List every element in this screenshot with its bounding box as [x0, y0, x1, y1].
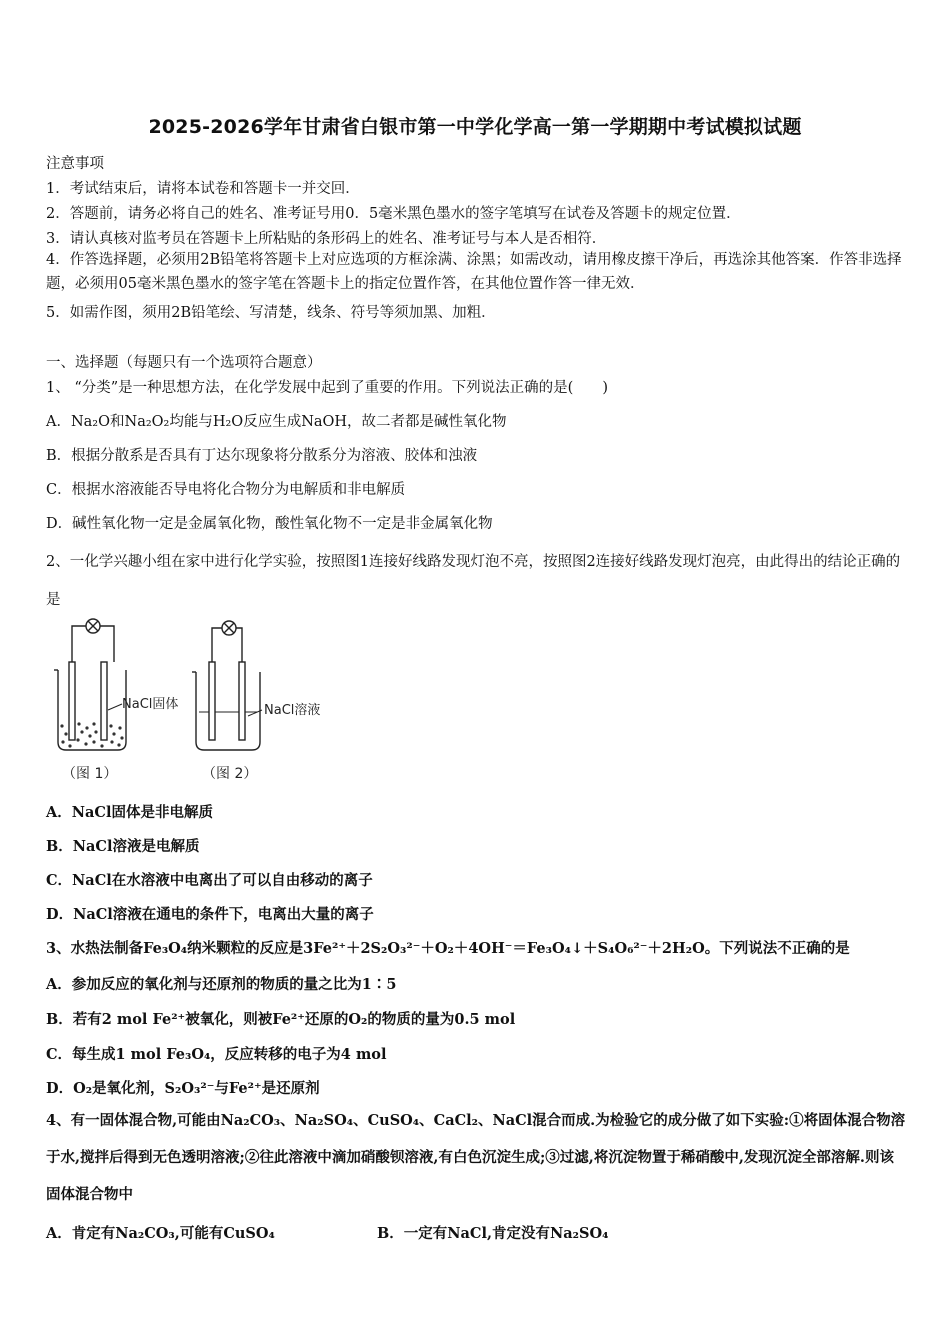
q1-option-c: C．根据水溶液能否导电将化合物分为电解质和非电解质	[46, 482, 406, 498]
q3-stem: 3、水热法制备Fe₃O₄纳米颗粒的反应是3Fe²⁺＋2S₂O₃²⁻＋O₂＋4OH⁻＝Fe₃O₄↓＋S₄O₆²⁻＋2H₂O。下列说法不正确的是	[46, 940, 850, 957]
q3-option-b: B．若有2 mol Fe²⁺被氧化，则被Fe²⁺还原的O₂的物质的量为0.5 mol	[46, 1011, 516, 1028]
q1-option-b: B．根据分散系是否具有丁达尔现象将分散系分为溶液、胶体和浊液	[46, 448, 478, 464]
q3-option-d: D．O₂是氧化剂，S₂O₃²⁻与Fe²⁺是还原剂	[46, 1080, 320, 1097]
figure-2-label: NaCl溶液	[264, 703, 321, 718]
q2-option-a: A．NaCl固体是非电解质	[46, 804, 213, 821]
notice-item-3: 3．请认真核对监考员在答题卡上所粘贴的条形码上的姓名、准考证号与本人是否相符．	[46, 231, 607, 247]
section-heading: 一、选择题（每题只有一个选项符合题意）	[46, 355, 322, 371]
circuit-figure	[52, 614, 342, 792]
circuit-diagram	[52, 614, 342, 792]
q3-option-a: A．参加反应的氧化剂与还原剂的物质的量之比为1∶5	[46, 976, 397, 993]
notice-item-5: 5．如需作图，须用2B铅笔绘、写清楚，线条、符号等须加黑、加粗．	[46, 305, 496, 321]
q3-option-c: C．每生成1 mol Fe₃O₄，反应转移的电子为4 mol	[46, 1046, 387, 1063]
beaker-1	[58, 670, 126, 750]
notice-item-2: 2．答题前，请务必将自己的姓名、准考证号用0．5毫米黑色墨水的签字笔填写在试卷及答题卡的规定位置．	[46, 206, 741, 222]
q2-stem: 2、一化学兴趣小组在家中进行化学实验，按照图1连接好线路发现灯泡不亮，按照图2连接好线路发现灯泡亮，由此得出的结论正确的是	[46, 554, 901, 608]
q4-stem: 4、有一固体混合物,可能由Na₂CO₃、Na₂SO₄、CuSO₄、CaCl₂、NaCl混合而成.为检验它的成分做了如下实验:①将固体混合物溶于水,搅拌后得到无色透明溶液;②往此溶液中滴加硝酸钡溶液,有白色沉淀生成;③过滤,将沉淀物置于稀硝酸中,发现沉淀全部溶解.则该固体混合物中	[46, 1112, 906, 1203]
q1-option-a: A．Na₂O和Na₂O₂均能与H₂O反应生成NaOH，故二者都是碱性氧化物	[46, 414, 507, 430]
q4-option-b: B．一定有NaCl,肯定没有Na₂SO₄	[377, 1225, 609, 1242]
beaker-2	[196, 672, 260, 750]
page-title: 2025-2026学年甘肃省白银市第一中学化学高一第一学期期中考试模拟试题	[148, 116, 802, 138]
q2-option-d: D．NaCl溶液在通电的条件下，电离出大量的离子	[46, 906, 374, 923]
notice-item-1: 1．考试结束后，请将本试卷和答题卡一并交回．	[46, 181, 360, 197]
q1-stem: 1、 “分类”是一种思想方法，在化学发展中起到了重要的作用。下列说法正确的是( )	[46, 380, 608, 396]
figure-2-caption: （图 2）	[202, 766, 258, 782]
q2-option-b: B．NaCl溶液是电解质	[46, 838, 200, 855]
q4-option-a: A．肯定有Na₂CO₃,可能有CuSO₄	[46, 1225, 275, 1242]
q1-option-d: D．碱性氧化物一定是金属氧化物，酸性氧化物不一定是非金属氧化物	[46, 516, 493, 532]
notice-item-4: 4．作答选择题，必须用2B铅笔将答题卡上对应选项的方框涂满、涂黑；如需改动，请用橡皮擦干净后，再选涂其他答案．作答非选择题，必须用05毫米黑色墨水的签字笔在答题卡上的指定位置作答，在其他位置作答一律无效．	[46, 252, 902, 292]
figure-1-label: NaCl固体	[122, 697, 179, 712]
figure-1-caption: （图 1）	[62, 766, 118, 782]
circuit-2	[192, 621, 260, 750]
notice-heading: 注意事项	[46, 156, 104, 172]
circuit-1	[54, 619, 126, 750]
q2-option-c: C．NaCl在水溶液中电离出了可以自由移动的离子	[46, 872, 373, 889]
